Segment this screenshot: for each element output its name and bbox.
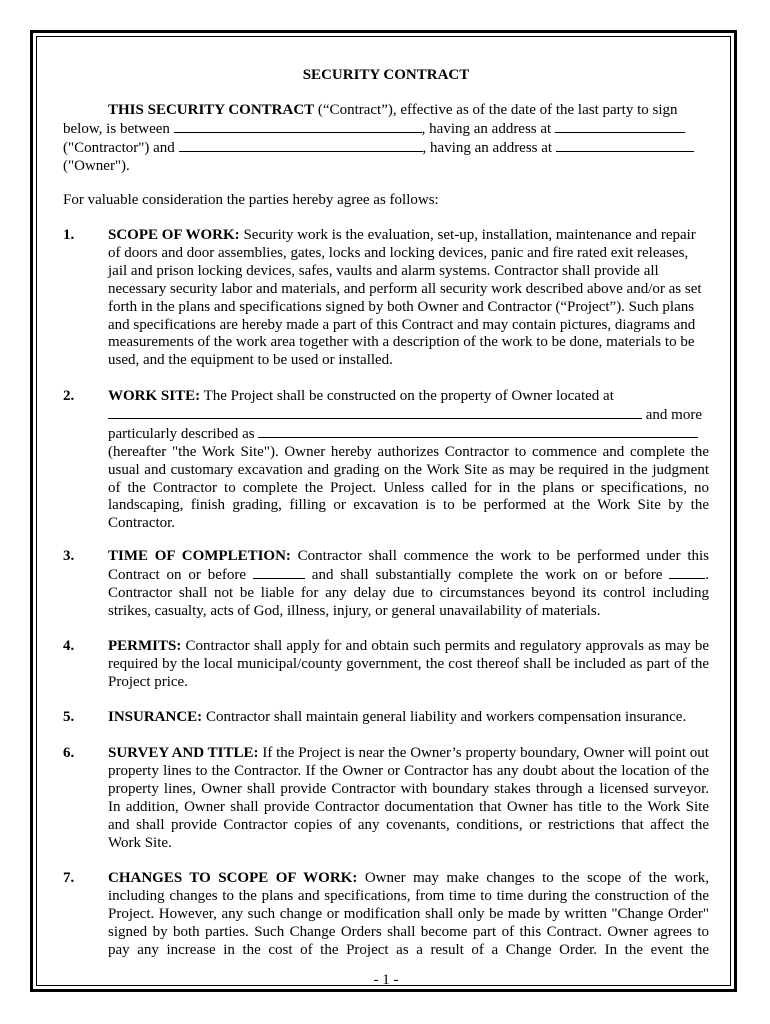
section-text-c: . Contractor shall not be liable for any delay due to circumstances beyond its control including strikes, casualty, acts of God, illness, injury, or general unavailability of materials. [108,566,710,619]
section-text: Contractor shall apply for and obtain such permits and regulatory approvals as may be required by the local municipal/county government, the cost thereof shall be included as part of the Project price. [108,638,709,690]
owner-address-blank[interactable] [556,139,694,152]
section-text: Owner may make changes to the scope of the work, including changes to the plans and specifications, from time to time during the construction of the Project. However, any such change or modification shall only be made by written "Change Order" signed by both parties. Such Change Orders shall become part of this Contract. Owner agrees to pay any increase in the cost of the Project as a result of a Change Order. In the event the [108,870,709,958]
intro-address-1: , having an address at [421,120,552,137]
section-text-d: (hereafter "the Work Site"). Owner hereby authorizes Contractor to commence and complete the usual and customary excavation and grading on the Work Site as may be required in the judgment of the Contractor to complete the Project. Unless called for in the plans or specifications, no landscaping, finish grading, filling or excavation is to be performed at the Work Site by the Contractor. [108,443,709,532]
section-text-b: and more [642,406,702,423]
section-text: Security work is the evaluation, set-up, installation, maintenance and repair of doors and door assemblies, gates, locks and locking devices, panic and fire rated exit releases, jail and prison locking devices, safes, vaults and alarm systems. Contractor shall provide all necessary security labor and materials, and perform all security work described above and/or as set forth in the plans and specifications signed by both Owner and Contractor (“Project”). Such plans and specifications are hereby made a part of this Contract and may contain pictures, diagrams and measurements of the work area together with a description of the work to be done, materials to be used, and the equipment to be used or installed. [108,227,702,369]
section-number: 3. [63,548,75,564]
section-text: If the Project is near the Owner’s property boundary, Owner will point out property lines to the Contractor. If the Owner or Contractor has any doubt about the location of the property lines, Owner shall provide Contractor with boundary stakes through a licensed surveyor. In addition, Owner shall provide Contractor documentation that Owner has title to the Work Site and shall provide Contractor copies of any covenants, conditions, or restrictions that affect the Work Site. [108,745,709,851]
consideration-line: For valuable consideration the parties hereby agree as follows: [63,192,439,208]
section-1 [63,227,709,370]
document-title: SECURITY CONTRACT [302,67,470,83]
intro-paragraph [63,102,709,176]
section-number: 2. [63,388,75,404]
section-text-a: Contractor shall commence the work to be performed under this Contract on or before [108,548,709,583]
contractor-name-blank[interactable] [174,120,422,133]
section-6 [63,745,709,852]
section-text-b: and shall substantially complete the work on or before [304,566,663,583]
contractor-address-blank[interactable] [555,120,685,133]
section-text: Contractor shall maintain general liability and workers compensation insurance. [202,709,687,725]
section-label: WORK SITE: [108,388,201,404]
section-label: PERMITS: [108,638,182,654]
section-5 [63,709,709,727]
section-number: 5. [63,709,75,725]
section-3 [63,548,709,621]
section-text-a: The Project shall be constructed on the property of Owner located at [200,388,614,404]
work-site-location-blank[interactable] [108,406,642,419]
intro-lead: THIS SECURITY CONTRACT [108,102,315,118]
intro-lead-rest: (“Contract”), effective as of the date of the last party to sign [314,102,678,118]
section-label: INSURANCE: [108,709,203,725]
section-number: 1. [63,227,75,243]
section-2 [63,388,709,533]
page-number: - 1 - [373,972,399,988]
start-date-blank[interactable] [253,566,305,579]
section-label: TIME OF COMPLETION: [108,548,291,564]
work-site-description-blank[interactable] [258,425,698,438]
intro-owner: ("Owner"). [63,157,130,174]
section-number: 6. [63,745,75,761]
section-label: SCOPE OF WORK: [108,227,240,243]
intro-contractor-and: ("Contractor") and [63,139,175,156]
owner-name-blank[interactable] [179,139,423,152]
section-text-c: particularly described as [108,425,255,442]
section-4 [63,638,709,692]
section-7 [63,870,709,960]
section-number: 4. [63,638,75,654]
intro-between: below, is between [63,120,170,137]
completion-date-blank[interactable] [669,566,705,579]
intro-address-2: , having an address at [422,139,553,156]
section-label: SURVEY AND TITLE: [108,745,259,761]
section-number: 7. [63,870,75,886]
document-page [63,0,709,1024]
section-label: CHANGES TO SCOPE OF WORK: [108,870,358,886]
